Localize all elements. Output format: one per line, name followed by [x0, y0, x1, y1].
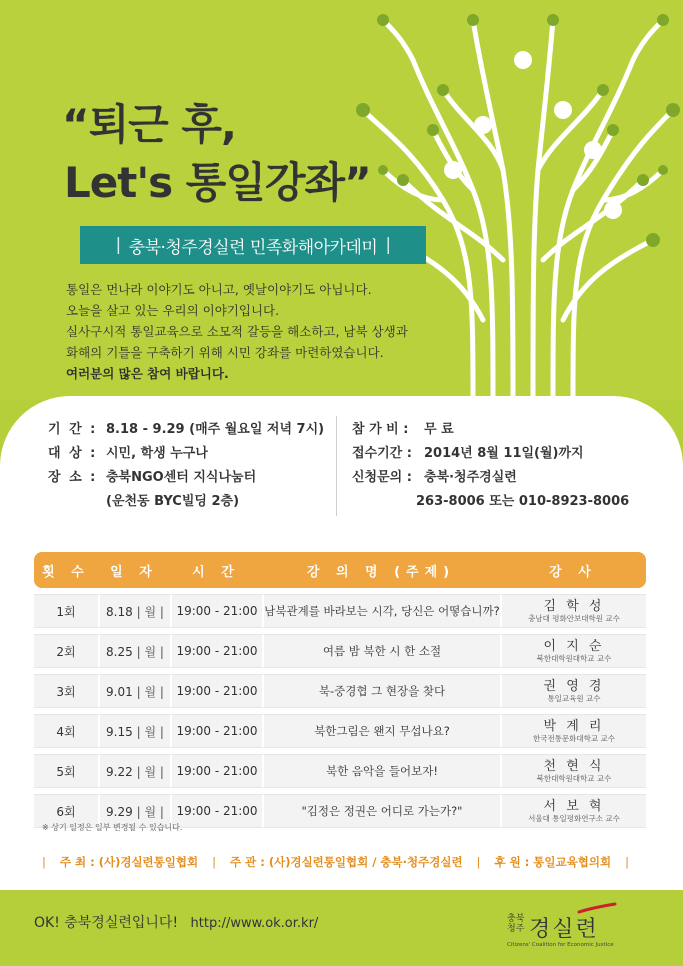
band-bar-right: | — [385, 235, 391, 255]
intro-line: 오늘을 살고 있는 우리의 이야기입니다. — [66, 303, 280, 318]
contact-label: 신청문의 : — [352, 470, 412, 485]
place-value-1: 충북NGO센터 지식나눔터 — [106, 470, 257, 485]
day-separator: | — [136, 644, 141, 659]
row-lecturer — [500, 594, 646, 628]
period-row — [48, 418, 324, 442]
place-value-2: (운천동 BYC빌딩 2층) — [106, 494, 240, 509]
row-no: 1회 — [34, 594, 98, 628]
fee-row — [352, 418, 629, 442]
table-row — [34, 634, 646, 668]
lecturer-name: 박 계 리 — [543, 718, 605, 734]
lecturer-name: 김 학 성 — [543, 598, 605, 614]
hero-section — [0, 0, 683, 400]
row-date — [98, 634, 170, 668]
place-row — [48, 466, 324, 490]
day-separator: | — [159, 644, 164, 659]
deadline-value: 2014년 8월 11일(월)까지 — [424, 446, 584, 461]
row-lecturer — [500, 794, 646, 828]
footer-slogan: OK! 충북경실련입니다! — [34, 915, 179, 931]
title-line-1: “퇴근 후, — [62, 100, 236, 149]
table-row — [34, 714, 646, 748]
row-topic: 북-중경협 그 현장을 찾다 — [262, 674, 500, 708]
logo-swoosh-icon — [577, 902, 617, 916]
row-time: 19:00 - 21:00 — [170, 594, 262, 628]
day-separator: | — [159, 724, 164, 739]
schedule-note: ※ 상기 일정은 일부 변경될 수 있습니다. — [42, 823, 183, 832]
target-row — [48, 442, 324, 466]
day-value: 월 — [144, 604, 157, 619]
day-value: 월 — [144, 644, 157, 659]
academy-band — [80, 226, 426, 264]
row-topic: 북한 음악을 들어보자! — [262, 754, 500, 788]
row-date — [98, 754, 170, 788]
header-date: 일 자 — [98, 552, 170, 588]
day-separator: | — [159, 764, 164, 779]
lecturer-affiliation: 충남대 평화안보대학원 교수 — [528, 613, 620, 623]
deadline-label: 접수기간 : — [352, 446, 412, 461]
separator: | — [625, 855, 629, 869]
row-lecturer — [500, 674, 646, 708]
intro-line: 통일은 먼나라 이야기도 아니고, 옛날이야기도 아닙니다. — [66, 282, 372, 297]
logo-region-2: 청주 — [507, 924, 525, 934]
lecturer-name: 권 영 경 — [543, 678, 605, 694]
row-time: 19:00 - 21:00 — [170, 714, 262, 748]
row-no: 2회 — [34, 634, 98, 668]
header-no: 횟 수 — [34, 552, 98, 588]
row-time: 19:00 - 21:00 — [170, 754, 262, 788]
schedule-table — [34, 546, 646, 834]
row-date — [98, 714, 170, 748]
hosts-line — [32, 854, 639, 870]
row-topic: "김정은 정권은 어디로 가는가?" — [262, 794, 500, 828]
period-value: 8.18 - 9.29 (매주 월요일 저녁 7시) — [106, 422, 325, 437]
row-date — [98, 674, 170, 708]
separator: | — [212, 855, 216, 869]
day-value: 월 — [144, 764, 157, 779]
header-time: 시 간 — [170, 552, 262, 588]
contact-row-2 — [352, 490, 629, 514]
intro-line: 실사구시적 통일교육으로 소모적 갈등을 해소하고, 남북 상생과 — [66, 324, 408, 339]
target-value: 시민, 학생 누구나 — [106, 446, 208, 461]
lecturer-name: 서 보 혁 — [543, 798, 605, 814]
host-text: 주 최 : (사)경실련통일협회 — [59, 855, 199, 869]
table-row — [34, 594, 646, 628]
row-topic: 여름 밤 북한 시 한 소절 — [262, 634, 500, 668]
date-value: 9.29 — [106, 804, 133, 819]
table-row — [34, 754, 646, 788]
day-value: 월 — [144, 684, 157, 699]
logo-subtitle: Citizens' Coalition for Economic Justice — [507, 942, 614, 948]
row-date — [98, 594, 170, 628]
row-time: 19:00 - 21:00 — [170, 794, 262, 828]
deadline-row — [352, 442, 629, 466]
separator: | — [42, 855, 46, 869]
logo-region-1: 충북 — [507, 914, 525, 924]
lecturer-affiliation: 통일교육원 교수 — [547, 693, 601, 703]
ccej-logo — [507, 900, 637, 958]
contact-value-2: 263-8006 또는 010-8923-8006 — [416, 494, 630, 509]
footer — [0, 890, 683, 966]
row-time: 19:00 - 21:00 — [170, 634, 262, 668]
table-row — [34, 674, 646, 708]
fee-value: 무 료 — [424, 422, 454, 437]
date-value: 9.15 — [106, 724, 133, 739]
intro-line-emphasis: 여러분의 많은 참여 바랍니다. — [66, 366, 229, 381]
date-value: 8.25 — [106, 644, 133, 659]
period-label: 기 간 : — [48, 422, 98, 437]
day-separator: | — [136, 724, 141, 739]
day-value: 월 — [144, 724, 157, 739]
info-panel — [0, 396, 683, 536]
fee-label: 참 가 비 : — [352, 422, 409, 437]
row-no: 5회 — [34, 754, 98, 788]
intro-text — [66, 279, 408, 384]
row-topic: 남북관계를 바라보는 시각, 당신은 어떻습니까? — [262, 594, 500, 628]
date-value: 8.18 — [106, 604, 133, 619]
row-topic: 북한그림은 왠지 무섭나요? — [262, 714, 500, 748]
footer-text-line — [34, 912, 318, 932]
header-topic: 강 의 명 (주제) — [262, 552, 500, 588]
info-left-column — [48, 418, 324, 514]
logo-region — [507, 914, 524, 934]
lecturer-affiliation: 서울대 통일평화연구소 교수 — [528, 813, 620, 823]
row-lecturer — [500, 634, 646, 668]
row-lecturer — [500, 754, 646, 788]
day-separator: | — [159, 684, 164, 699]
poster-title — [62, 96, 371, 212]
band-text: 충북·청주경실련 민족화해아카데미 — [128, 237, 378, 258]
separator: | — [476, 855, 481, 869]
contact-row — [352, 466, 629, 490]
logo-wordmark: 경실련 — [529, 917, 599, 942]
day-separator: | — [136, 804, 141, 819]
organizer-text: 주 관 : (사)경실련통일협회 / 충북·청주경실련 — [230, 855, 463, 869]
row-no: 3회 — [34, 674, 98, 708]
row-no: 4회 — [34, 714, 98, 748]
lecturer-affiliation: 한국전통문화대학교 교수 — [532, 733, 616, 743]
sponsor-text: 후 원 : 통일교육협의회 — [494, 855, 612, 869]
day-separator: | — [136, 604, 141, 619]
info-right-column — [352, 418, 629, 514]
date-value: 9.01 — [106, 684, 133, 699]
day-separator: | — [136, 764, 141, 779]
schedule-section — [0, 536, 683, 890]
row-no: 6회 — [34, 794, 98, 828]
header-lecturer: 강 사 — [500, 552, 646, 588]
place-row-2 — [48, 490, 324, 514]
date-value: 9.22 — [106, 764, 133, 779]
day-value: 월 — [144, 804, 157, 819]
table-header-row — [34, 552, 646, 588]
lecturer-affiliation: 북한대학원대학교 교수 — [536, 773, 612, 783]
row-time: 19:00 - 21:00 — [170, 674, 262, 708]
place-label: 장 소 : — [48, 470, 98, 485]
band-bar-left: | — [115, 235, 121, 255]
footer-url-link[interactable]: http://www.ok.or.kr/ — [190, 916, 319, 931]
intro-line: 화해의 기틀을 구축하기 위해 시민 강좌를 마련하였습니다. — [66, 345, 384, 360]
lecturer-affiliation: 북한대학원대학교 교수 — [536, 653, 612, 663]
day-separator: | — [159, 604, 164, 619]
day-separator: | — [136, 684, 141, 699]
lecturer-name: 천 현 식 — [543, 758, 605, 774]
day-separator: | — [159, 804, 164, 819]
title-line-2: Let's 통일강좌” — [64, 158, 371, 207]
row-lecturer — [500, 714, 646, 748]
lecturer-name: 이 지 순 — [543, 638, 605, 654]
info-divider — [336, 416, 337, 516]
target-label: 대 상 : — [48, 446, 98, 461]
contact-value-1: 충북·청주경실련 — [424, 470, 517, 485]
